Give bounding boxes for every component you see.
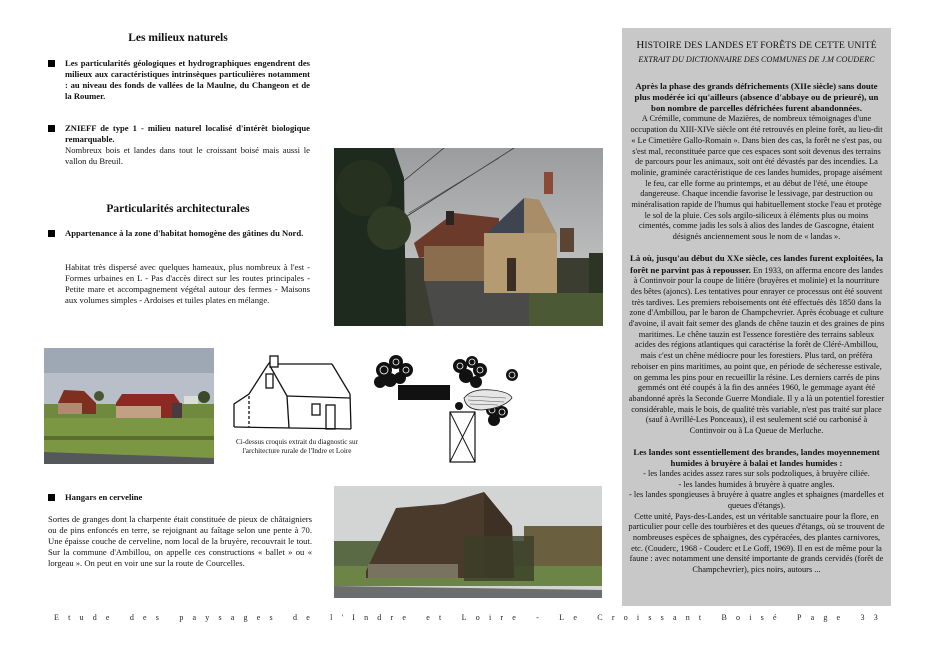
cerveline-barn-photo (334, 486, 602, 598)
history-panel (622, 28, 891, 606)
panel-paragraph-1: Après la phase des grands défrichements (XIIe siècle) sans doute plus modérée ici qu'ailleurs (absence d'abbaye ou de prieuré), un bon nombre de parcelles défrichées furent abandonnées. A Crémille, commune de Mazières, de nombreux témoignages d'une occupation du XIII-XIVe siècle ont été retrouvés en pleine forêt, au lieu-dit « Le Cimetière Gallo-Romain ». Dans bien des cas, la forêt ne s'est pas, ou s'est mal, reconstituée parce que ces espaces sont soit devenus des terrains de parcours pour les animaux, soit ont été dévastés par des incendies. La molinie, graminée caractéristique de ces landes humides, propage aisément le feu, car elle forme au printemps, et au début de l'été, une étoupe dangereuse. Chaque incendie favorise le lessivage, par destruction ou minéralisation rapide de l'humus qui habituellement stocke l'eau et protège le sol de la pluie. Ces sols argilo-siliceux à éléments plus ou moins cimentés, comme jadis les sols à alios des landes de Gascogne, étaient désignés anciennement sous le nom de « landas ». (630, 81, 883, 242)
bullet-hangars-cerveline (48, 492, 310, 503)
bullet-habitat-gatines (48, 228, 310, 239)
panel-subtitle: EXTRAIT DU DICTIONNAIRE DES COMMUNES DE J.M COUDERC (638, 54, 875, 64)
panel-paragraph-2: Là où, jusqu'au début du XXe siècle, ces landes furent exploitées, la forêt ne parvint pas à repousser. En 1933, on afferma encore des landes à Continvoir pour la coupe de litière (bruyères et molinie) et la nourriture des bêtes (ajoncs). Les tentatives pour enrayer ce processus ont été souvent très tardives. Les premiers reboisements ont été effectués dès 1850 dans la zone d'Ambillou, par le baron de Champchevrier. Après écobuage et culture d'avoine, il avait fait semer des glands de chêne tauzin et des graines de pins maritimes. Le chêne tauzin est l'essence forestière des terrains sableux acides des régions atlantiques qui caractérise la forêt de Cléré-Ambillou, mais c'est un chêne médiocre pour les forestiers. Plus tard, on préféra reboiser en pins maritimes, au point que, en période de sécheresse estivale, on gemma les pins pour en recueillir la résine. Les derniers carrés de pins gemmés ont été coupés à la fin des années 1960, le gemmage ayant été abandonné après la Seconde Guerre Mondiale. Il y a là un potentiel forestier considérable, mais le bois, de qualité très variable, n'est pas traité sur place (sauf à Avrillé-Les Ponceaux), il est seulement scié ou carbonisé à Continvoir ou à La Queue de Merluche. (628, 252, 885, 436)
fields-photo (44, 348, 214, 464)
panel-paragraph-3: Les landes sont essentiellement des brandes, landes moyennement humides à bruyère à balai et landes humides : - les landes acides assez rares sur sols podzoliques, à bruyère ciliée. - les landes humides à bruyère à quatre angles. - les landes spongieuses à bruyère à quatre angles et sphaignes (mardelles et queues d'étangs). Cette unité, Pays-des-Landes, est un véritable sanctuaire pour la flore, en particulier pour celle des tourbières et des queues d'étangs, où se trouvent de nombreuses espèces de sphaignes, des cypéracées, des plantes carnivores, etc. (Couderc, 1968 - Couderc et Le Goff, 1969). Il en est de même pour la faune : avec notamment une densité importante de grands cervidés (forêt de Champchevrier), pics noirs, autours ... (628, 446, 885, 575)
section-title-milieux-naturels: Les milieux naturels (128, 32, 228, 44)
bullet-bold-text: ZNIEFF de type 1 - milieu naturel localisé d'intérêt biologique remarquable. (65, 123, 310, 144)
landes-type-item: - les landes spongieuses à bruyère à quatre angles et sphaignes (mardelles et queues d'étangs). (629, 490, 884, 510)
fields-photo-image (44, 348, 214, 464)
bullet-bold-text: Appartenance à la zone d'habitat homogène des gâtines du Nord. (65, 228, 304, 238)
farmhouse-photo (334, 148, 603, 326)
bullet-particularites-geologiques (48, 58, 310, 102)
bullet-bold-text: Hangars en cerveline (65, 492, 143, 502)
sketch-caption: Ci-dessus croquis extrait du diagnostic sur l'architecture rurale de l'Indre et Loire (236, 438, 358, 455)
bullet-body-text: Nombreux bois et landes dans tout le croissant boisé mais aussi le vallon du Breuil. (65, 145, 310, 166)
page-footer: Etude des paysages de l'Indre et Loire - Le Croissant Boisé Page 33 (54, 613, 887, 622)
cerveline-description: Sortes de granges dont la charpente était constituée de pieux de châtaigniers ou de pins enfoncés en terre, se rejoignant au faîtage selon une pente à 70. Une épaisse couche de cerveline, nom local de la bruyère, recouvrait le tout. Sur la commune d'Ambillou, on appelle ces constructions « ballet » ou « lorgeau ». On peut en voir une sur la route de Courcelles. (48, 514, 312, 568)
farmhouse-photo-image (334, 148, 603, 326)
panel-title: HISTOIRE DES LANDES ET FORÊTS DE CETTE UNITÉ (636, 39, 877, 51)
bullet-square-icon (48, 60, 55, 67)
section-title-particularites-architecturales: Particularités architecturales (106, 203, 250, 215)
bullet-bold-text: Les particularités géologiques et hydrographiques engendrent des milieux aux caractéristiques intrinsèques particulières notamment : au niveau des fonds de vallées de la Maulne, du Changeon et de la Roumer. (65, 58, 310, 101)
cerveline-barn-photo-image (334, 486, 602, 598)
bullet-square-icon (48, 494, 55, 501)
house-sketch (232, 352, 356, 432)
panel-paragraph-4: Cette unité, Pays-des-Landes, est un véritable sanctuaire pour la flore, en particulier pour celle des tourbières et des queues d'étangs, où se trouvent de nombreuses espèces de sphaignes, des cypéracées, des plantes carnivores, etc. (Couderc, 1968 - Couderc et Le Goff, 1969). Il en est de même pour la faune : avec notamment une densité importante de grands cervidés (forêt de Champchevrier), pics noirs, autours ... (628, 511, 885, 575)
bullet-znieff (48, 123, 310, 167)
landes-type-item: - les landes humides à bruyère à quatre angles. (678, 479, 835, 489)
landes-type-item: - les landes acides assez rares sur sols podzoliques, à bruyère ciliée. (643, 468, 870, 478)
bullet-square-icon (48, 230, 55, 237)
bullet-square-icon (48, 125, 55, 132)
farm-plan-drawing (372, 352, 524, 468)
farm-plan-sketch (372, 352, 524, 468)
house-sketch-drawing (232, 352, 356, 432)
habitat-description: Habitat très dispersé avec quelques hameaux, plus nombreux à l'est - Formes urbaines en L - Pas d'accès direct sur les routes principales - Petite mare et accompagnement végétal autour des fermes - Maisons aux volumes simples - Ardoises et tuiles plates en mélange. (65, 262, 310, 305)
